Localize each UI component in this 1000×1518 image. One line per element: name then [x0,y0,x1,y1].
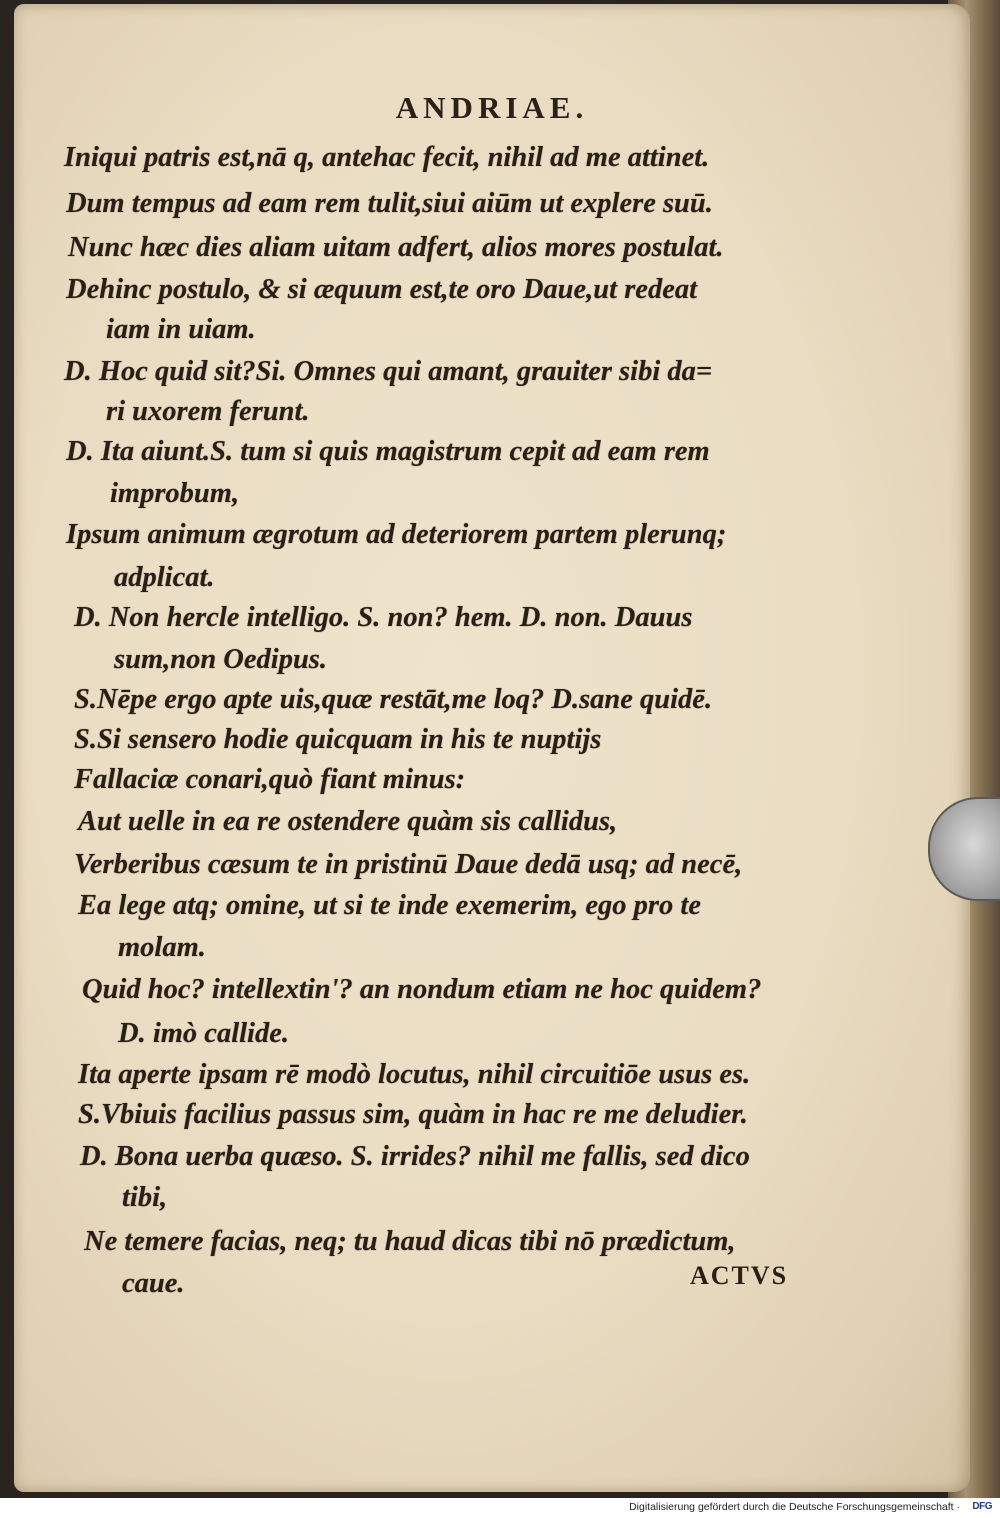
text-line-3: Nunc hæc dies aliam uitam adfert, alios mores postulat. [68,232,724,263]
text-line-25: D. Bona uerba quæso. S. irrides? nihil me fallis, sed dico [80,1141,750,1172]
dfg-logo-icon: DFG [972,1501,992,1512]
text-line-19: Ea lege atq; omine, ut si te inde exemerim, ego pro te [78,890,701,921]
text-line-15: S.Si sensero hodie quicquam in his te nuptijs [74,724,602,755]
catchword: ACTVS [690,1261,789,1290]
text-line-27: Ne temere facias, neq; tu haud dicas tibi nō prædictum, [84,1226,736,1257]
text-line-26: tibi, [122,1182,168,1213]
text-line-12: D. Non hercle intelligo. S. non? hem. D. non. Dauus [74,602,693,633]
text-line-7: ri uxorem ferunt. [106,396,310,427]
text-line-14: S.Nēpe ergo apte uis,quæ restāt,me loq? D.sane quidē. [74,684,713,715]
text-line-8: D. Ita aiunt.S. tum si quis magistrum cepit ad eam rem [66,436,710,467]
footer-bar [0,1498,1000,1518]
text-line-23: Ita aperte ipsam rē modò locutus, nihil circuitiōe usus es. [78,1059,751,1090]
text-line-2: Dum tempus ad eam rem tulit,siui aiūm ut explere suū. [66,188,713,219]
text-line-1: Iniqui patris est,nā q, antehac fecit, nihil ad me attinet. [64,142,710,173]
text-line-6: D. Hoc quid sit?Si. Omnes qui amant, grauiter sibi da= [64,356,713,387]
funding-credit: Digitalisierung gefördert durch die Deutsche Forschungsgemeinschaft · [629,1501,960,1513]
text-line-22: D. imò callide. [118,1018,289,1049]
running-head: ANDRIAE. [395,90,589,125]
text-line-21: Quid hoc? intellextin'? an nondum etiam ne hoc quidem? [82,974,762,1005]
text-line-17: Aut uelle in ea re ostendere quàm sis callidus, [78,806,618,837]
text-line-24: S.Vbiuis facilius passus sim, quàm in hac re me deludier. [78,1099,748,1130]
text-line-10: Ipsum animum ægrotum ad deteriorem partem plerunq; [66,519,727,550]
text-line-9: improbum, [110,478,240,509]
text-line-4: Dehinc postulo, & si æquum est,te oro Daue,ut redeat [66,274,698,305]
text-line-13: sum,non Oedipus. [114,644,328,675]
text-line-18: Verberibus cæsum te in pristinū Daue dedā usq; ad necē, [74,849,743,880]
text-line-5: iam in uiam. [106,314,256,345]
text-line-28: caue. [122,1268,185,1299]
book-page [14,4,970,1492]
text-line-11: adplicat. [114,562,215,593]
text-line-20: molam. [118,932,206,963]
text-line-16: Fallaciæ conari,quò fiant minus: [74,764,466,795]
